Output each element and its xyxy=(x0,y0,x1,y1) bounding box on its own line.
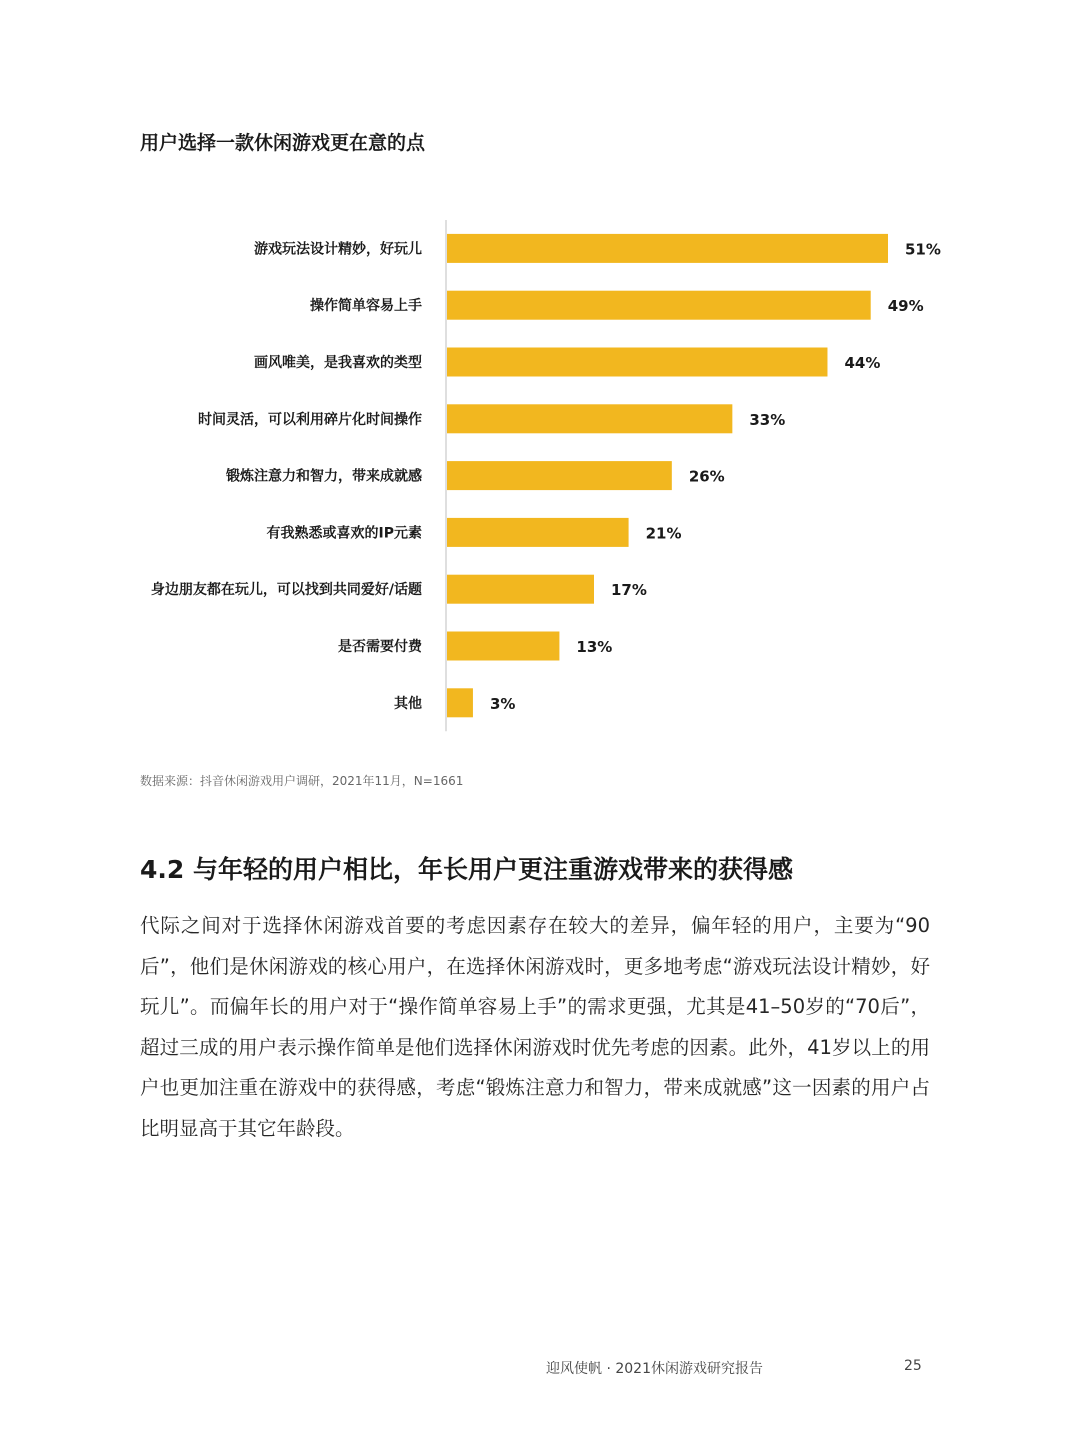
body-paragraph: 代际之间对于选择休闲游戏首要的考虑因素存在较大的差异，偏年轻的用户，主要为“90后”，他们是休闲游戏的核心用户，在选择休闲游戏时，更多地考虑“游戏玩法设计精妙，好玩儿”。而偏年长的用户对于“操作简单容易上手”的需求更强，尤其是41–50岁的“70后”，超过三成的用户表示操作简单是他们选择休闲游戏时优先考虑的因素。此外，41岁以上的用户也更加注重在游戏中的获得感，考虑“锻炼注意力和智力，带来成就感”这一因素的用户占比明显高于其它年龄段。 xyxy=(140,914,930,1140)
bar-chart xyxy=(0,210,1080,740)
section-heading: 4.2 与年轻的用户相比，年长用户更注重游戏带来的获得感 xyxy=(140,855,793,884)
data-label: 51% xyxy=(905,240,941,259)
bar xyxy=(447,404,732,433)
category-label: 其他 xyxy=(394,695,422,712)
category-label: 画风唯美，是我喜欢的类型 xyxy=(254,355,422,371)
category-label: 时间灵活，可以利用碎片化时间操作 xyxy=(198,411,422,428)
data-label: 49% xyxy=(887,297,924,316)
bar xyxy=(447,518,629,547)
category-label: 锻炼注意力和智力，带来成就感 xyxy=(226,468,422,485)
bar xyxy=(447,632,559,661)
bar xyxy=(447,291,871,320)
data-label: 44% xyxy=(844,354,881,372)
page-number: 25 xyxy=(904,1358,922,1374)
source-note: 数据来源：抖音休闲游戏用户调研，2021年11月，N=1661 xyxy=(140,774,464,788)
bar xyxy=(447,461,672,490)
data-label: 26% xyxy=(688,467,725,486)
bar xyxy=(447,688,473,717)
category-label: 有我熟悉或喜欢的IP元素 xyxy=(266,525,422,542)
data-label: 21% xyxy=(645,524,682,543)
category-label: 操作简单容易上手 xyxy=(310,298,422,315)
bar xyxy=(447,575,594,604)
bar xyxy=(447,234,888,263)
data-label: 33% xyxy=(749,410,786,429)
category-label: 是否需要付费 xyxy=(338,639,422,655)
chart-title: 用户选择一款休闲游戏更在意的点 xyxy=(140,132,426,154)
footer-report-title: 迎风使帆 · 2021休闲游戏研究报告 xyxy=(546,1361,763,1377)
data-label: 3% xyxy=(489,694,516,713)
category-label: 身边朋友都在玩儿，可以找到共同爱好/话题 xyxy=(150,582,422,599)
bar xyxy=(447,348,827,377)
data-label: 13% xyxy=(576,638,613,656)
data-label: 17% xyxy=(611,581,647,600)
category-label: 游戏玩法设计精妙，好玩儿 xyxy=(254,241,422,258)
